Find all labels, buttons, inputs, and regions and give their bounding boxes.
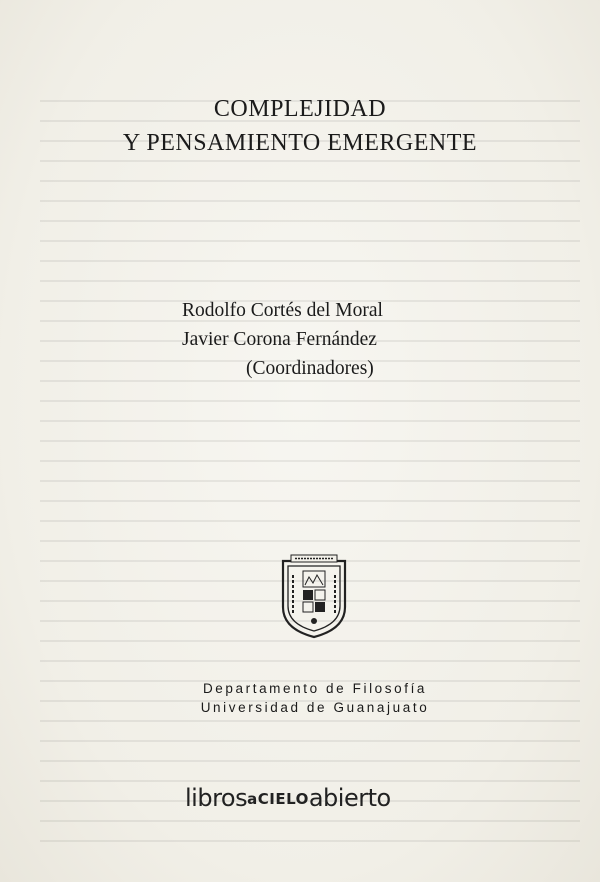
department-name: Departamento de Filosofía bbox=[202, 681, 428, 696]
bleed-through-texture bbox=[40, 100, 580, 852]
editors-block bbox=[182, 296, 383, 383]
editor-name-1: Rodolfo Cortés del Moral bbox=[182, 300, 383, 321]
series-logo-part-1: libros bbox=[185, 784, 248, 812]
editor-name-2: Javier Corona Fernández bbox=[182, 329, 377, 350]
editors-role: (Coordinadores) bbox=[246, 358, 374, 379]
book-title-line-1: COMPLEJIDAD bbox=[213, 96, 387, 122]
series-logo-part-2: aCIELO bbox=[247, 790, 309, 808]
series-logo-part-3: abierto bbox=[308, 784, 391, 812]
series-logo bbox=[185, 784, 391, 812]
book-title-line-2: Y PENSAMIENTO EMERGENTE bbox=[122, 130, 478, 156]
university-name: Universidad de Guanajuato bbox=[200, 700, 430, 715]
university-seal-icon bbox=[277, 553, 351, 639]
